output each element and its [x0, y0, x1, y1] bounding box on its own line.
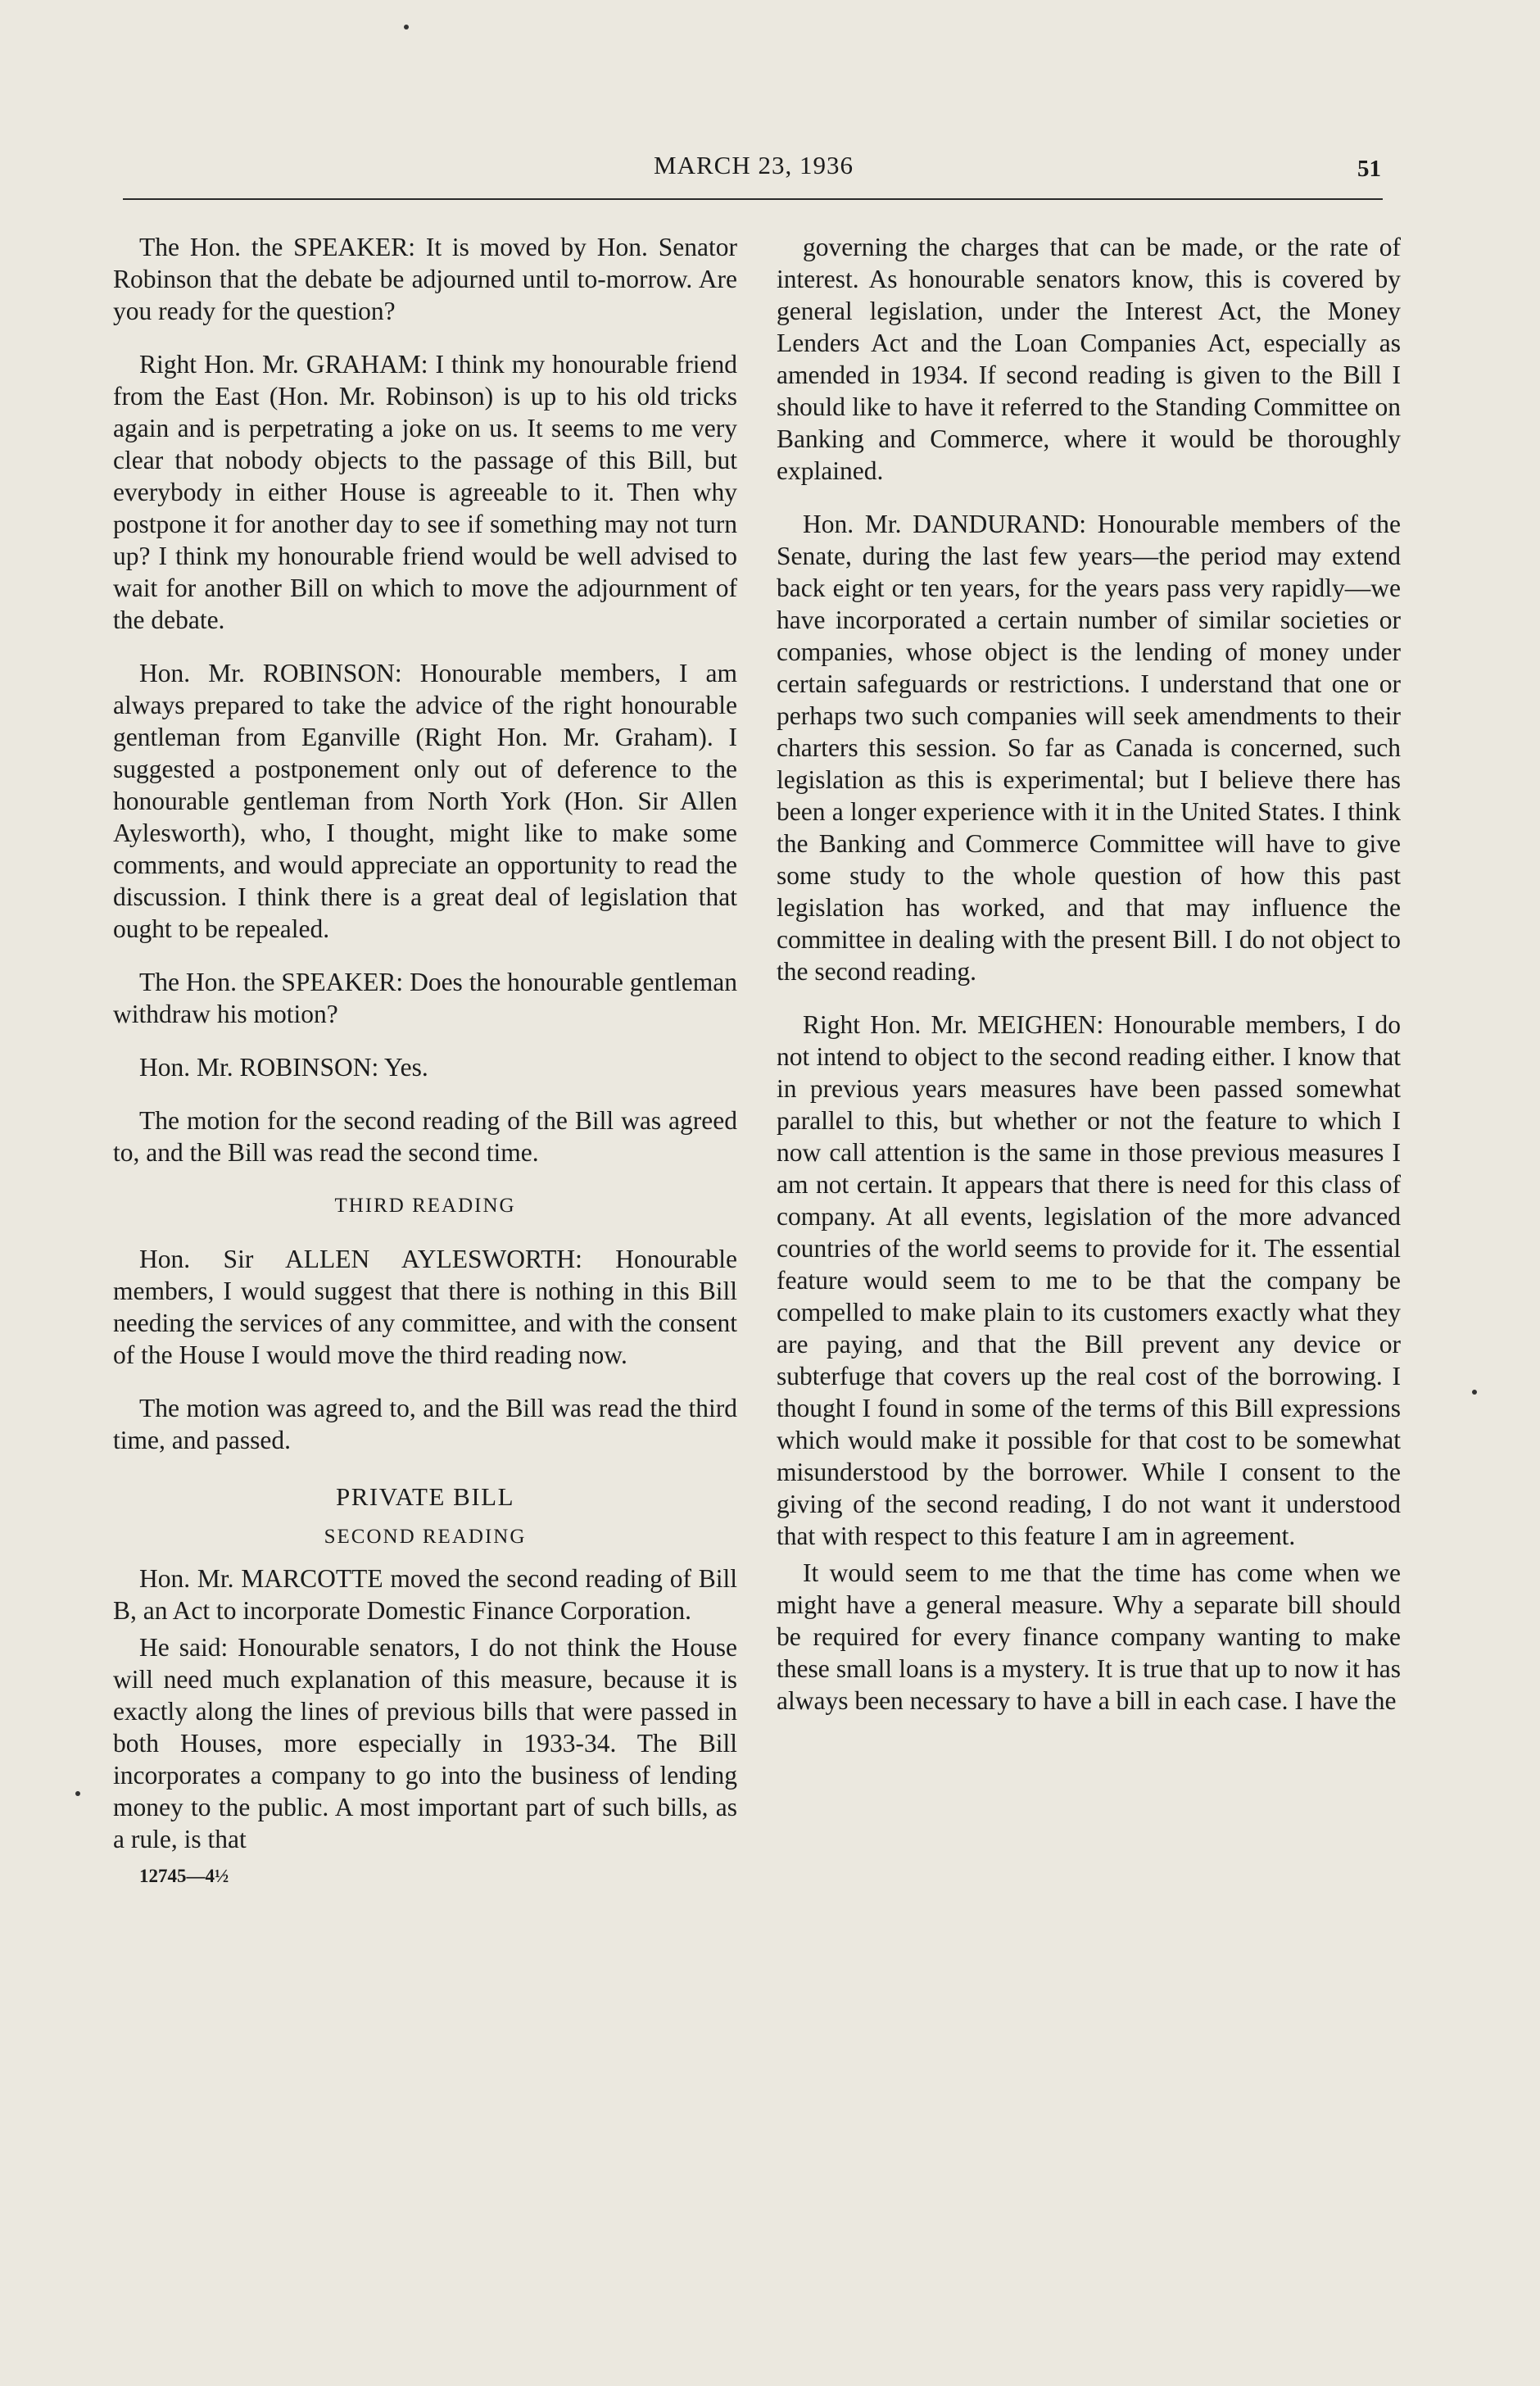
header-date: MARCH 23, 1936	[654, 151, 854, 179]
paragraph: Right Hon. Mr. GRAHAM: I think my honourable friend from the East (Hon. Mr. Robinson) is up to his old tricks again and is perpetrating a joke on us. It seems to me very clear that nobody objects to the passage of this Bill, but everybody in either House is agreeable to it. Then why postpone it for another day to see if something may not turn up? I think my honourable friend would be well advised to wait for another Bill on which to move the adjournment of the debate.	[113, 350, 737, 634]
paragraph: The Hon. the SPEAKER: Does the honourable gentleman withdraw his motion?	[113, 968, 737, 1028]
paragraph: Hon. Mr. DANDURAND: Honourable members of the Senate, during the last few years—the period may extend back eight or ten years, for the years pass very rapidly—we have incorporated a certain number of similar societies or companies, whose object is the lending of money under certain safeguards or restrictions. I understand that one or perhaps two such companies will seek amendments to their charters this session. So far as Canada is concerned, such legislation as this is experimental; but I believe there has been a longer experience with it in the United States. I think the Banking and Commerce Committee will have to give some study to the whole question of how this past legislation has worked, and that may influence the committee in dealing with the present Bill. I do not object to the second reading.	[777, 510, 1401, 986]
paragraph: Hon. Sir ALLEN AYLESWORTH: Honourable members, I would suggest that there is nothing in this Bill needing the services of any committee, and with the consent of the House I would move the third reading now.	[113, 1245, 737, 1369]
ink-speck	[75, 1791, 80, 1796]
section-heading-second-reading: SECOND READING	[324, 1526, 527, 1548]
paragraph: The Hon. the SPEAKER: It is moved by Hon. Senator Robinson that the debate be adjourned until to-morrow. Are you ready for the question?	[113, 233, 737, 325]
paragraph: Right Hon. Mr. MEIGHEN: Honourable members, I do not intend to object to the second reading either. I know that in previous years measures have been passed somewhat parallel to this, but whether or not the feature to which I now call attention is the same in those previous measures I am not certain. It appears that there is need for this class of company. At all events, legislation of the more advanced countries of the world seems to provide for it. The essential feature would seem to me to be that the company be compelled to make plain to its customers exactly what they are paying, and that the Bill prevent any device or subterfuge that covers up the real cost of the borrowing. I thought I found in some of the terms of this Bill expressions which would make it possible for that cost to be somewhat misunderstood by the borrower. While I consent to the giving of the second reading, I do not want it understood that with respect to this feature I am in agreement.	[777, 1010, 1401, 1550]
paragraph: Hon. Mr. ROBINSON: Yes.	[139, 1053, 428, 1082]
paragraph: The motion was agreed to, and the Bill was read the third time, and passed.	[113, 1394, 737, 1454]
paragraph: Hon. Mr. MARCOTTE moved the second reading of Bill B, an Act to incorporate Domestic Finance Corporation.	[113, 1564, 737, 1625]
section-heading-private-bill: PRIVATE BILL	[335, 1482, 515, 1511]
header-rule	[123, 198, 1383, 200]
page-number: 51	[1357, 156, 1381, 182]
ink-speck	[404, 25, 409, 29]
left-column	[113, 231, 737, 1892]
paragraph: He said: Honourable senators, I do not think the House will need much explanation of this measure, because it is exactly along the lines of previous bills that were passed in both Houses, more especially in 1933-34. The Bill incorporates a company to go into the business of lending money to the public. A most important part of such bills, as a rule, is that	[113, 1633, 737, 1853]
right-column	[777, 231, 1401, 1721]
paragraph: The motion for the second reading of the Bill was agreed to, and the Bill was read the second time.	[113, 1106, 737, 1167]
page-header	[123, 146, 1384, 195]
paragraph: Hon. Mr. ROBINSON: Honourable members, I am always prepared to take the advice of the right honourable gentleman from Eganville (Right Hon. Mr. Graham). I suggested a postponement only out of deference to the honourable gentleman from North York (Hon. Sir Allen Aylesworth), who, I thought, might like to make some comments, and would appreciate an opportunity to read the discussion. I think there is a great deal of legislation that ought to be repealed.	[113, 659, 737, 943]
paragraph: governing the charges that can be made, or the rate of interest. As honourable senators know, this is covered by general legislation, under the Interest Act, the Money Lenders Act and the Loan Companies Act, especially as amended in 1934. If second reading is given to the Bill I should like to have it referred to the Standing Committee on Banking and Commerce, where it would be thoroughly explained.	[777, 233, 1401, 485]
ink-speck	[1472, 1390, 1477, 1395]
section-heading-third-reading: THIRD READING	[334, 1195, 516, 1217]
paragraph: It would seem to me that the time has come when we might have a general measure. Why a separate bill should be required for every finance company wanting to make these small loans is a mystery. It is true that up to now it has always been necessary to have a bill in each case. I have the	[777, 1558, 1401, 1715]
print-code: 12745—4½	[139, 1866, 229, 1886]
